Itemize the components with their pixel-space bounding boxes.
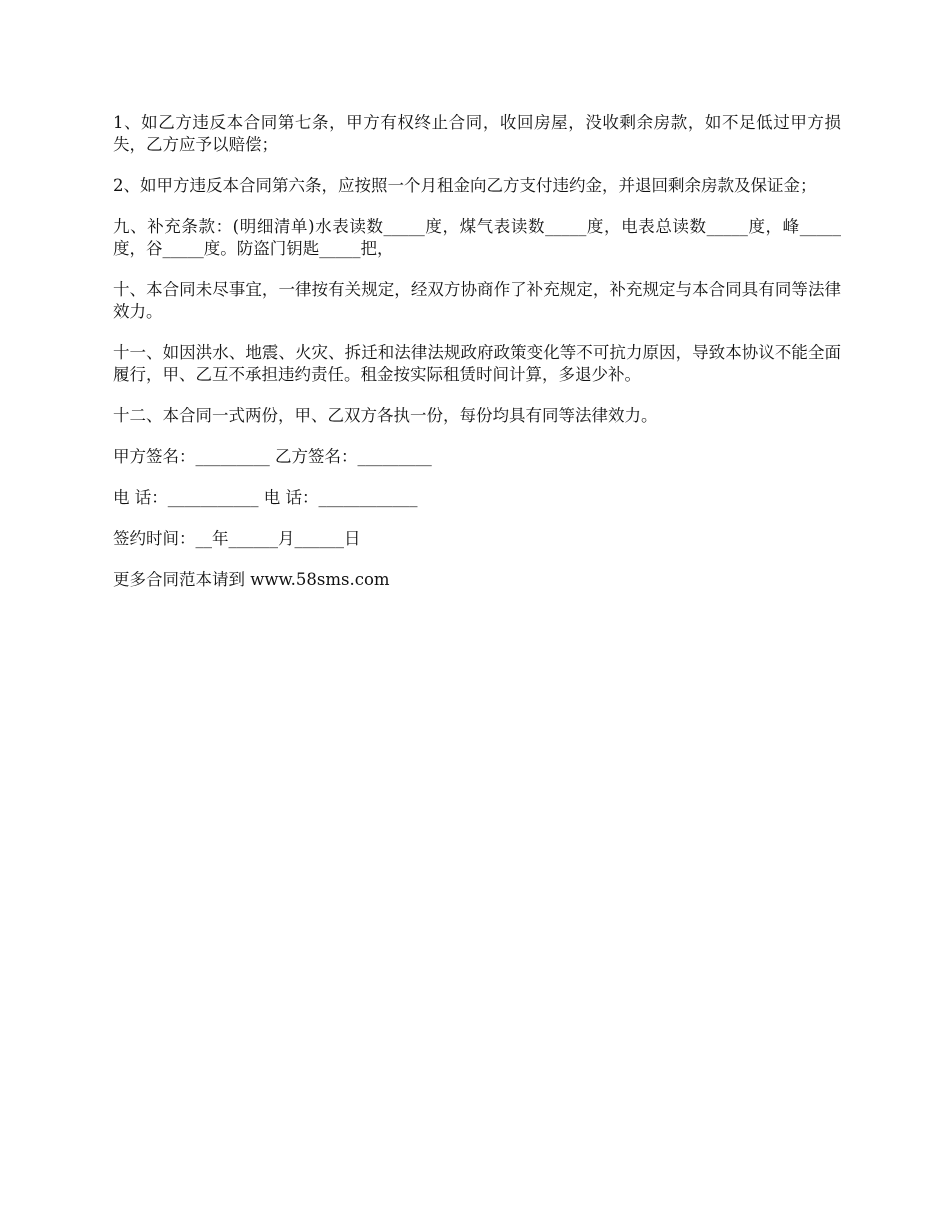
- phone-line: 电 话：___________ 电 话：____________: [113, 488, 418, 507]
- footer-more-contracts: 更多合同范本请到 www.58sms.com: [113, 570, 390, 589]
- clause-copies: 十二、本合同一式两份，甲、乙双方各执一份，每份均具有同等法律效力。: [113, 406, 658, 425]
- clause-breach-landlord: 2、如甲方违反本合同第六条，应按照一个月租金向乙方支付违约金，并退回剩余房款及保证金；: [113, 176, 817, 195]
- clause-supplementary-terms: 九、补充条款：(明细清单)水表读数_____度，煤气表读数_____度，电表总读数_____度，峰_____度，谷_____度。防盗门钥匙_____把，: [113, 217, 841, 258]
- clause-force-majeure: 十一、如因洪水、地震、火灾、拆迁和法律法规政府政策变化等不可抗力原因，导致本协议不能全面履行，甲、乙互不承担违约责任。租金按实际租赁时间计算，多退少补。: [113, 343, 841, 384]
- signing-date-line: 签约时间：__年______月______日: [113, 529, 361, 548]
- clause-unresolved-matters: 十、本合同未尽事宜，一律按有关规定，经双方协商作了补充规定，补充规定与本合同具有同等法律效力。: [113, 280, 841, 321]
- clause-breach-tenant: 1、如乙方违反本合同第七条，甲方有权终止合同，收回房屋，没收剩余房款，如不足低过甲方损失，乙方应予以赔偿；: [113, 113, 841, 154]
- document-body: [113, 112, 841, 610]
- signature-line: 甲方签名：_________ 乙方签名：_________: [113, 447, 432, 466]
